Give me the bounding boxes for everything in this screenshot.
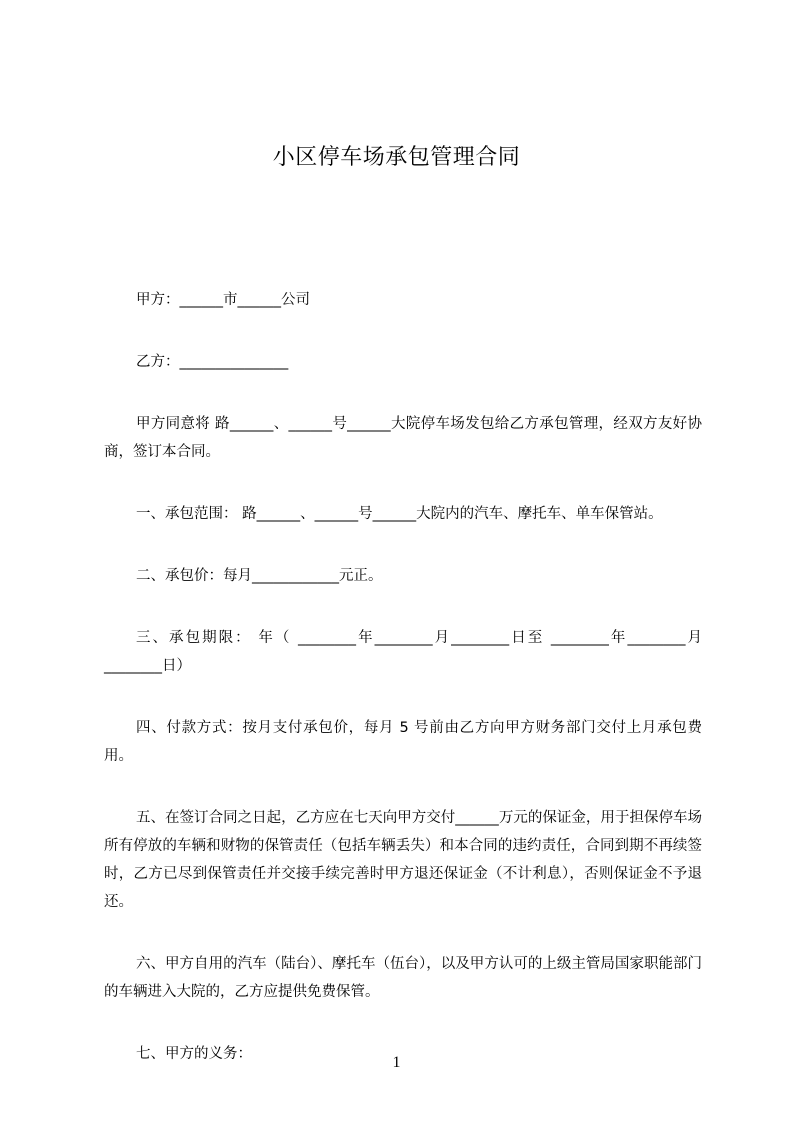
- clause-party-a-duties: 七、甲方的义务：: [136, 1046, 252, 1062]
- clause-payment: 四、付款方式：按月支付承包价，每月 5 号前由乙方向甲方财务部门交付上月承包费用。: [104, 720, 702, 764]
- clause-price: 二、承包价：每月____________元正。: [136, 568, 383, 584]
- clause-deposit: 五、在签订合同之日起，乙方应在七天向甲方交付______万元的保证金，用于担保停车场所有停放的车辆和财物的保管责任（包括车辆丢失）和本合同的违约责任，合同到期不再续签时，乙方已尽到保管责任并交接手续完善时甲方退还保证金（不计利息），否则保证金不予退还。: [104, 810, 702, 910]
- contract-body: [104, 286, 702, 1102]
- clause-scope: 一、承包范围： 路______、______号______大院内的汽车、摩托车、单车保管站。: [136, 506, 663, 522]
- agreement-intro: 甲方同意将 路______、______号______大院停车场发包给乙方承包管理，经双方友好协商，签订本合同。: [104, 416, 702, 460]
- clause-free-parking: 六、甲方自用的汽车（陆台）、摩托车（伍台），以及甲方认可的上级主管局国家职能部门的车辆进入大院的，乙方应提供免费保管。: [104, 956, 702, 1000]
- page-number: 1: [392, 1054, 401, 1071]
- page-title: 小区停车场承包管理合同: [272, 145, 521, 170]
- clause-term: 三、承包期限： 年（ ________年________月________日至 ________年________月________日）: [104, 630, 702, 674]
- party-b-line: 乙方：_______________: [136, 354, 289, 370]
- party-a-line: 甲方：______市______公司: [136, 292, 310, 308]
